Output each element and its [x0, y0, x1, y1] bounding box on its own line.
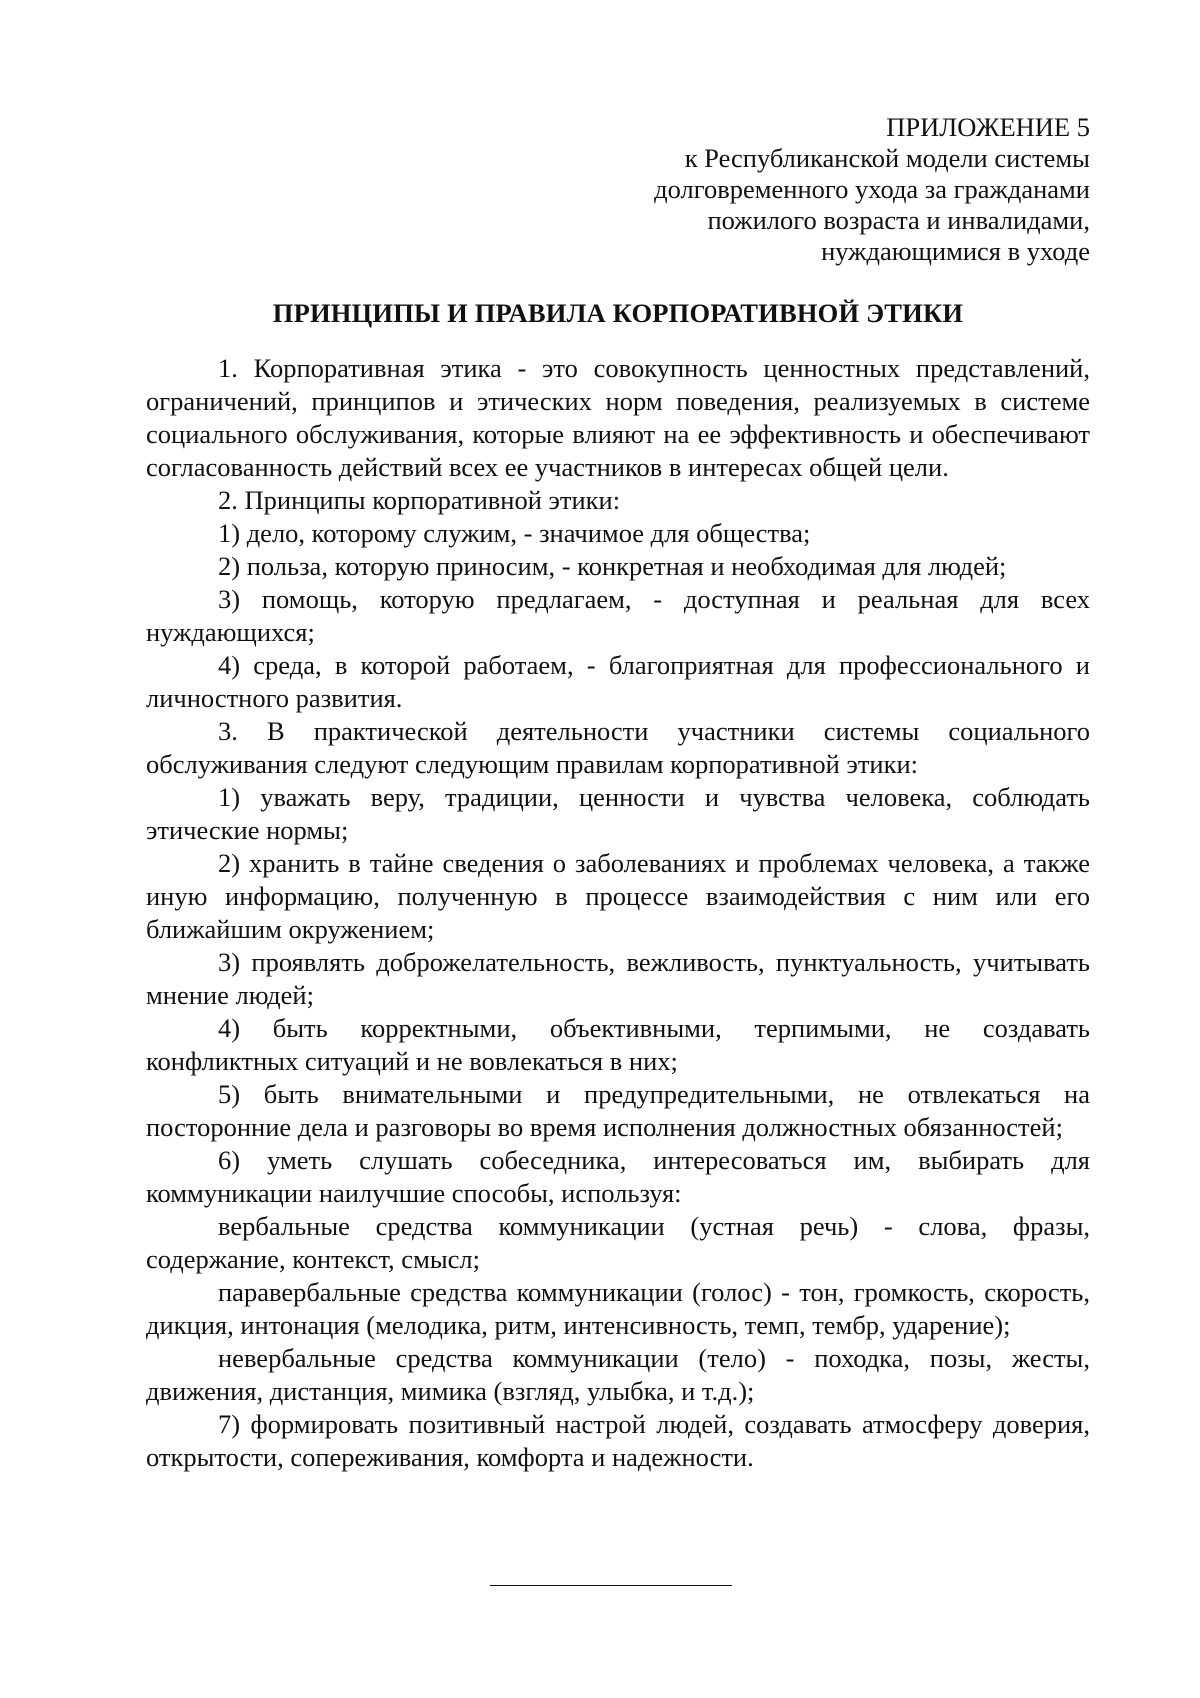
document-page [146, 112, 1090, 1474]
appendix-line: нуждающимися в уходе [821, 236, 1090, 266]
appendix-number: ПРИЛОЖЕНИЕ 5 [886, 112, 1090, 142]
principle-item: 1) дело, которому служим, - значимое для общества; [218, 518, 811, 548]
principle-item: 3) помощь, которую предлагаем, - доступная и реальная для всех нуждающихся; [146, 584, 1090, 647]
rule-item: 5) быть внимательными и предупредительными, не отвлекаться на посторонние дела и разговоры во время исполнения должностных обязанностей; [146, 1079, 1090, 1142]
principle-item: 4) среда, в которой работаем, - благоприятная для профессионального и личностного развития. [146, 650, 1090, 713]
rule-item: 3) проявлять доброжелательность, вежливость, пунктуальность, учитывать мнение людей; [146, 947, 1090, 1010]
appendix-header [146, 112, 1090, 267]
rule-item: 6) уметь слушать собеседника, интересоваться им, выбирать для коммуникации наилучшие способы, используя: [146, 1145, 1090, 1208]
rule-item: 1) уважать веру, традиции, ценности и чувства человека, соблюдать этические нормы; [146, 782, 1090, 845]
appendix-line: пожилого возраста и инвалидами, [707, 205, 1090, 235]
communication-subitem: вербальные средства коммуникации (устная речь) - слова, фразы, содержание, контекст, смысл; [146, 1211, 1090, 1274]
appendix-line: к Республиканской модели системы [684, 143, 1090, 173]
document-title: ПРИНЦИПЫ И ПРАВИЛА КОРПОРАТИВНОЙ ЭТИКИ [272, 298, 964, 328]
rule-item: 4) быть корректными, объективными, терпимыми, не создавать конфликтных ситуаций и не вовлекаться в них; [146, 1013, 1090, 1076]
appendix-line: долговременного ухода за гражданами [654, 174, 1090, 204]
principle-item: 2) польза, которую приносим, - конкретная и необходимая для людей; [218, 551, 1007, 581]
end-divider-line [490, 1585, 732, 1586]
paragraph-principles-heading: 2. Принципы корпоративной этики: [218, 485, 621, 515]
communication-subitem: паравербальные средства коммуникации (голос) - тон, громкость, скорость, дикция, интонация (мелодика, ритм, интенсивность, темп, тембр, ударение); [146, 1277, 1090, 1340]
paragraph-definition: 1. Корпоративная этика - это совокупность ценностных представлений, ограничений, принципов и этических норм поведения, реализуемых в системе социального обслуживания, которые влияют на ее эффективность и обеспечивают согласованность действий всех ее участников в интересах общей цели. [146, 353, 1090, 482]
communication-subitem: невербальные средства коммуникации (тело) - походка, позы, жесты, движения, дистанция, мимика (взгляд, улыбка, и т.д.); [146, 1343, 1090, 1406]
paragraph-rules-heading: 3. В практической деятельности участники системы социального обслуживания следуют следующим правилам корпоративной этики: [146, 716, 1090, 779]
rule-item: 7) формировать позитивный настрой людей, создавать атмосферу доверия, открытости, сопереживания, комфорта и надежности. [146, 1409, 1090, 1472]
rule-item: 2) хранить в тайне сведения о заболеваниях и проблемах человека, а также иную информацию, полученную в процессе взаимодействия с ним или его ближайшим окружением; [146, 848, 1090, 944]
